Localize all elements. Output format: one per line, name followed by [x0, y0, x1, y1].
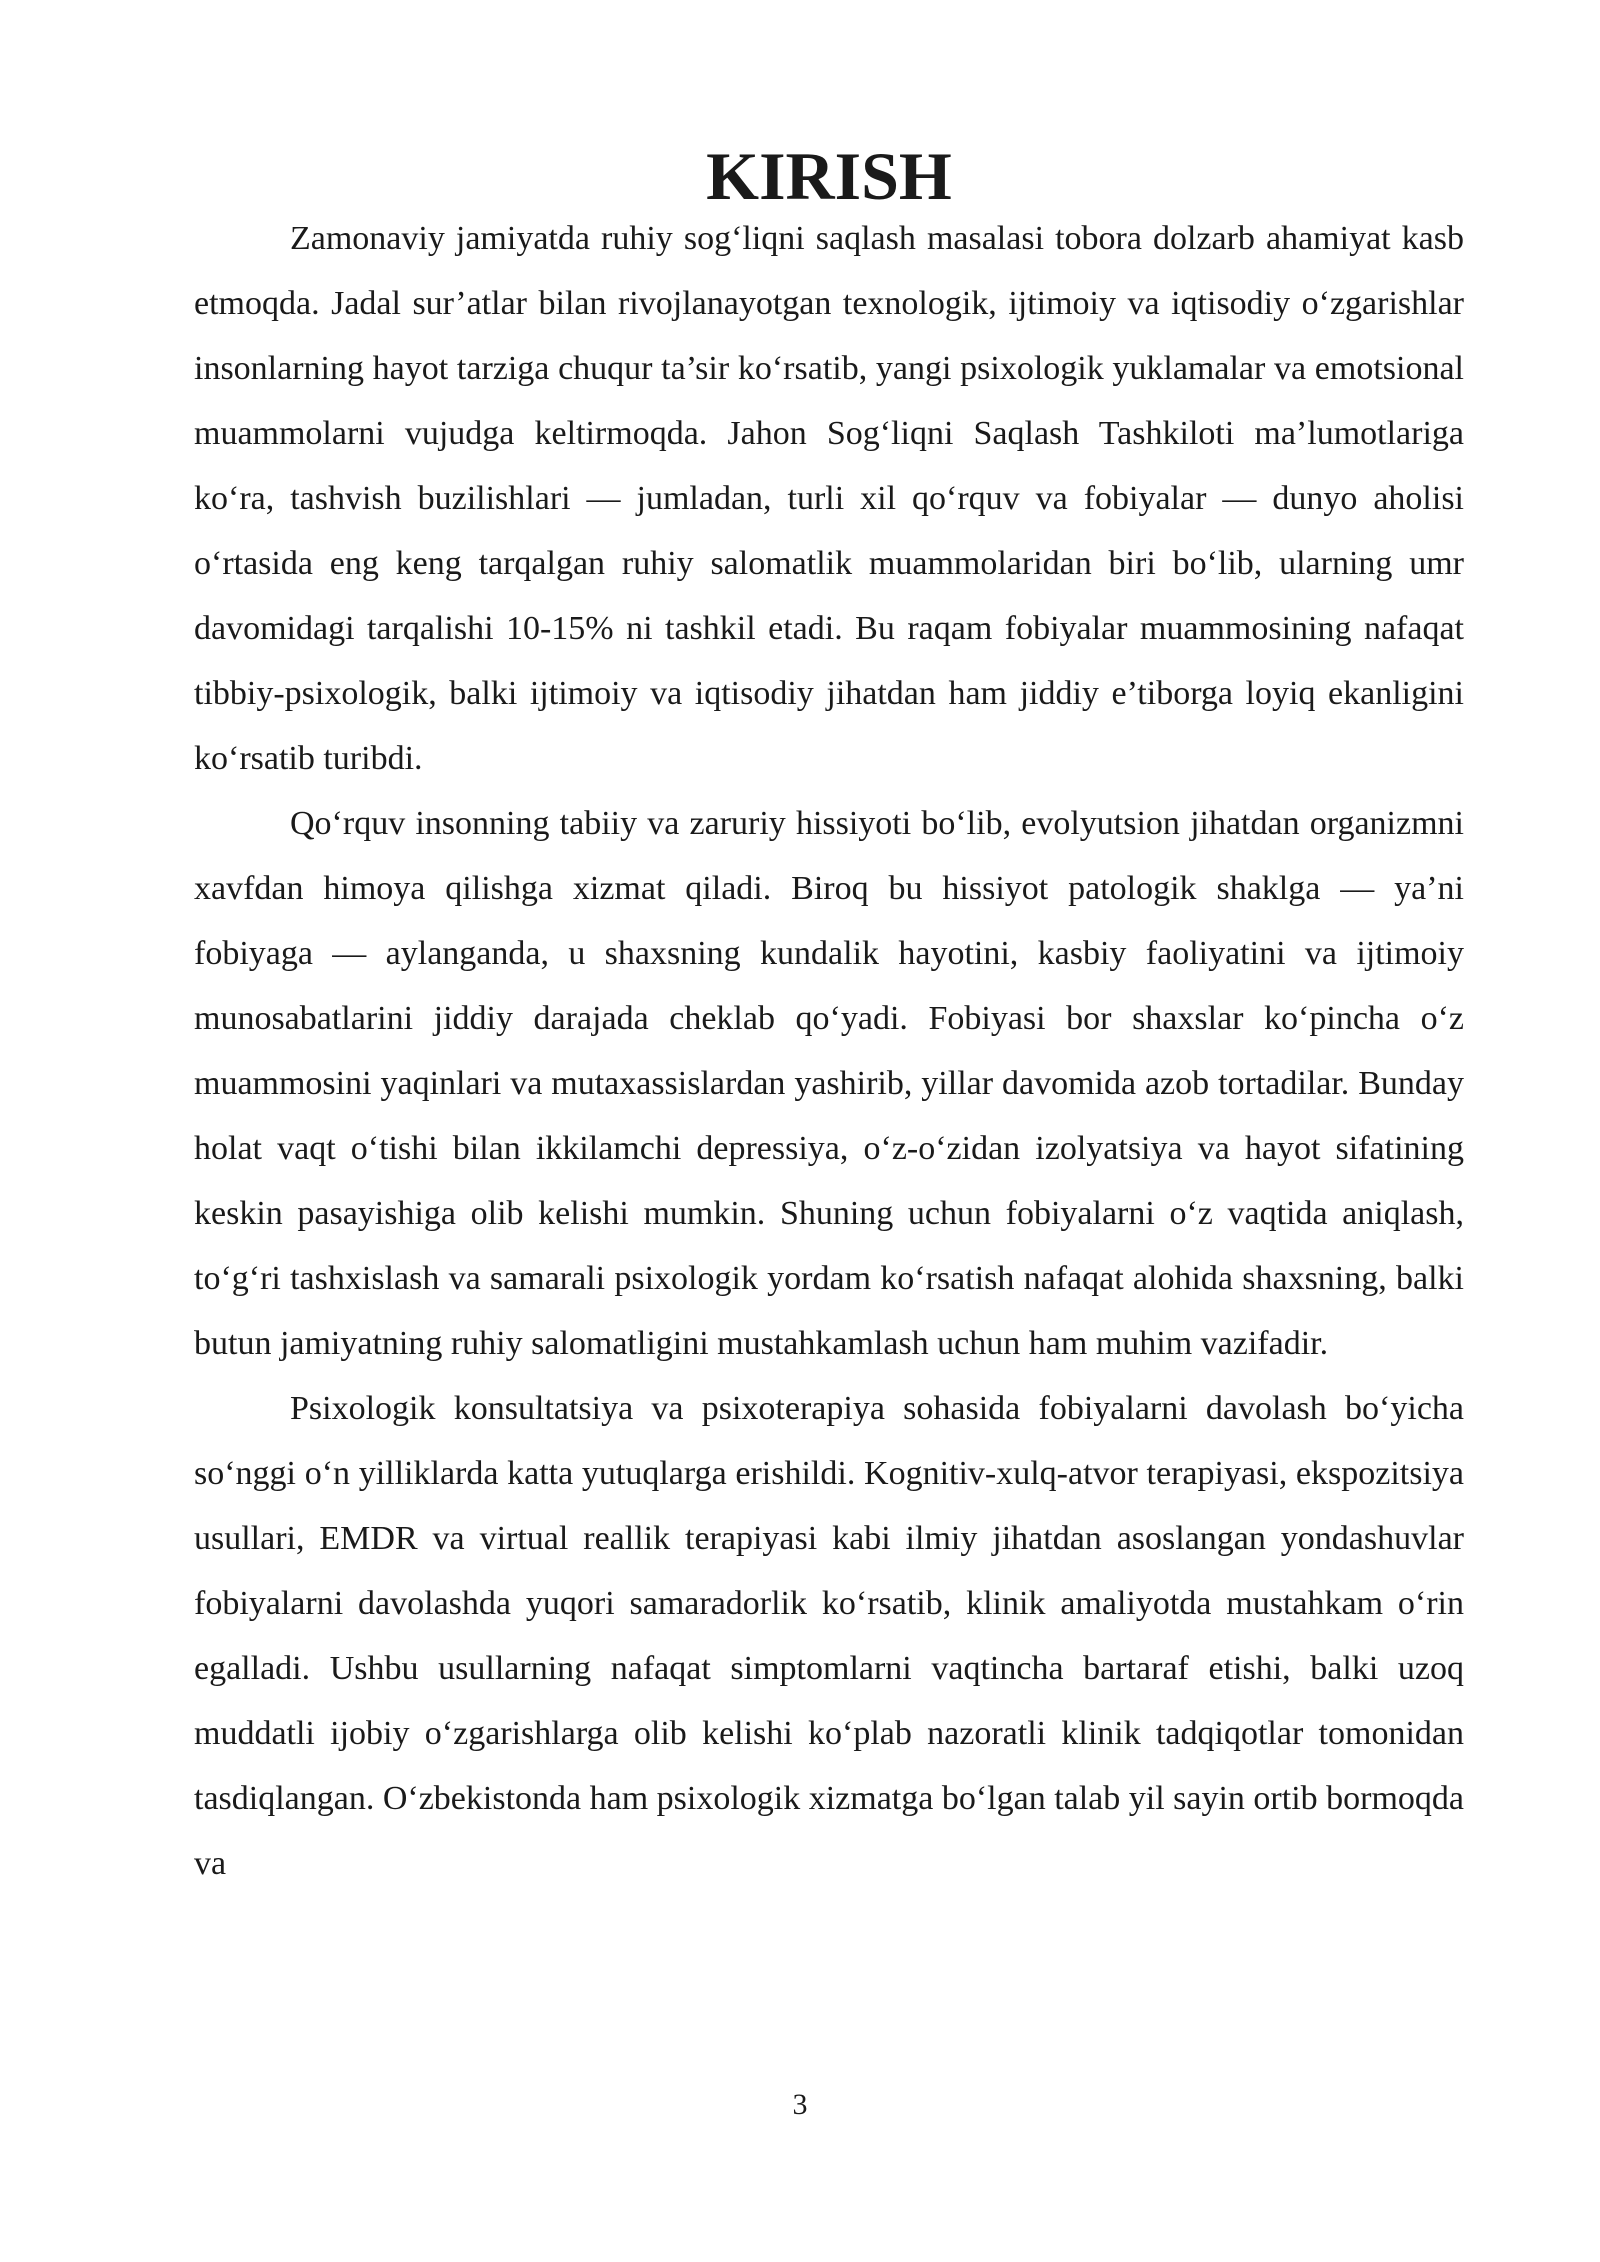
paragraph-3: Psixologik konsultatsiya va psixoterapiya sohasida fobiyalarni davolash bo‘yicha so‘nggi o‘n yilliklarda katta yutuqlarga erishildi. Kognitiv-xulq-atvor terapiyasi, ekspozitsiya usullari, EMDR va virtual reallik terapiyasi kabi ilmiy jihatdan asoslangan yondashuvlar fobiyalarni davolashda yuqori samaradorlik ko‘rsatib, klinik amaliyotda mustahkam o‘rin egalladi. Ushbu usullarning nafaqat simptomlarni vaqtincha bartaraf etishi, balki uzoq muddatli ijobiy o‘zgarishlarga olib kelishi ko‘plab nazoratli klinik tadqiqotlar tomonidan tasdiqlangan. O‘zbekistonda ham psixologik xizmatga bo‘lgan talab yil sayin ortib bormoqda va: [194, 1390, 1465, 1882]
paragraph-1: Zamonaviy jamiyatda ruhiy sog‘liqni saqlash masalasi tobora dolzarb ahamiyat kasb etmoqda. Jadal sur’atlar bilan rivojlanayotgan texnologik, ijtimoiy va iqtisodiy o‘zgarishlar insonlarning hayot tarziga chuqur ta’sir ko‘rsatib, yangi psixologik yuklamalar va emotsional muammolarni vujudga keltirmoqda. Jahon Sog‘liqni Saqlash Tashkiloti ma’lumotlariga ko‘ra, tashvish buzilishlari — jumladan, turli xil qo‘rquv va fobiyalar — dunyo aholisi o‘rtasida eng keng tarqalgan ruhiy salomatlik muammolaridan biri bo‘lib, ularning umr davomidagi tarqalishi 10-15% ni tashkil etadi. Bu raqam fobiyalar muammosining nafaqat tibbiy-psixologik, balki ijtimoiy va iqtisodiy jihatdan ham jiddiy e’tiborga loyiq ekanligini ko‘rsatib turibdi.: [194, 220, 1464, 777]
page-content: [194, 138, 1465, 1896]
section-title: KIRISH: [706, 138, 952, 214]
page-number: 3: [792, 2088, 808, 2121]
paragraph-2: Qo‘rquv insonning tabiiy va zaruriy hissiyoti bo‘lib, evolyutsion jihatdan organizmni xavfdan himoya qilishga xizmat qiladi. Biroq bu hissiyot patologik shaklga — ya’ni fobiyaga — aylanganda, u shaxsning kundalik hayotini, kasbiy faoliyatini va ijtimoiy munosabatlarini jiddiy darajada cheklab qo‘yadi. Fobiyasi bor shaxslar ko‘pincha o‘z muammosini yaqinlari va mutaxassislardan yashirib, yillar davomida azob tortadilar. Bunday holat vaqt o‘tishi bilan ikkilamchi depressiya, o‘z-o‘zidan izolyatsiya va hayot sifatining keskin pasayishiga olib kelishi mumkin. Shuning uchun fobiyalarni o‘z vaqtida aniqlash, to‘g‘ri tashxislash va samarali psixologik yordam ko‘rsatish nafaqat alohida shaxsning, balki butun jamiyatning ruhiy salomatligini mustahkamlash uchun ham muhim vazifadir.: [194, 805, 1464, 1362]
